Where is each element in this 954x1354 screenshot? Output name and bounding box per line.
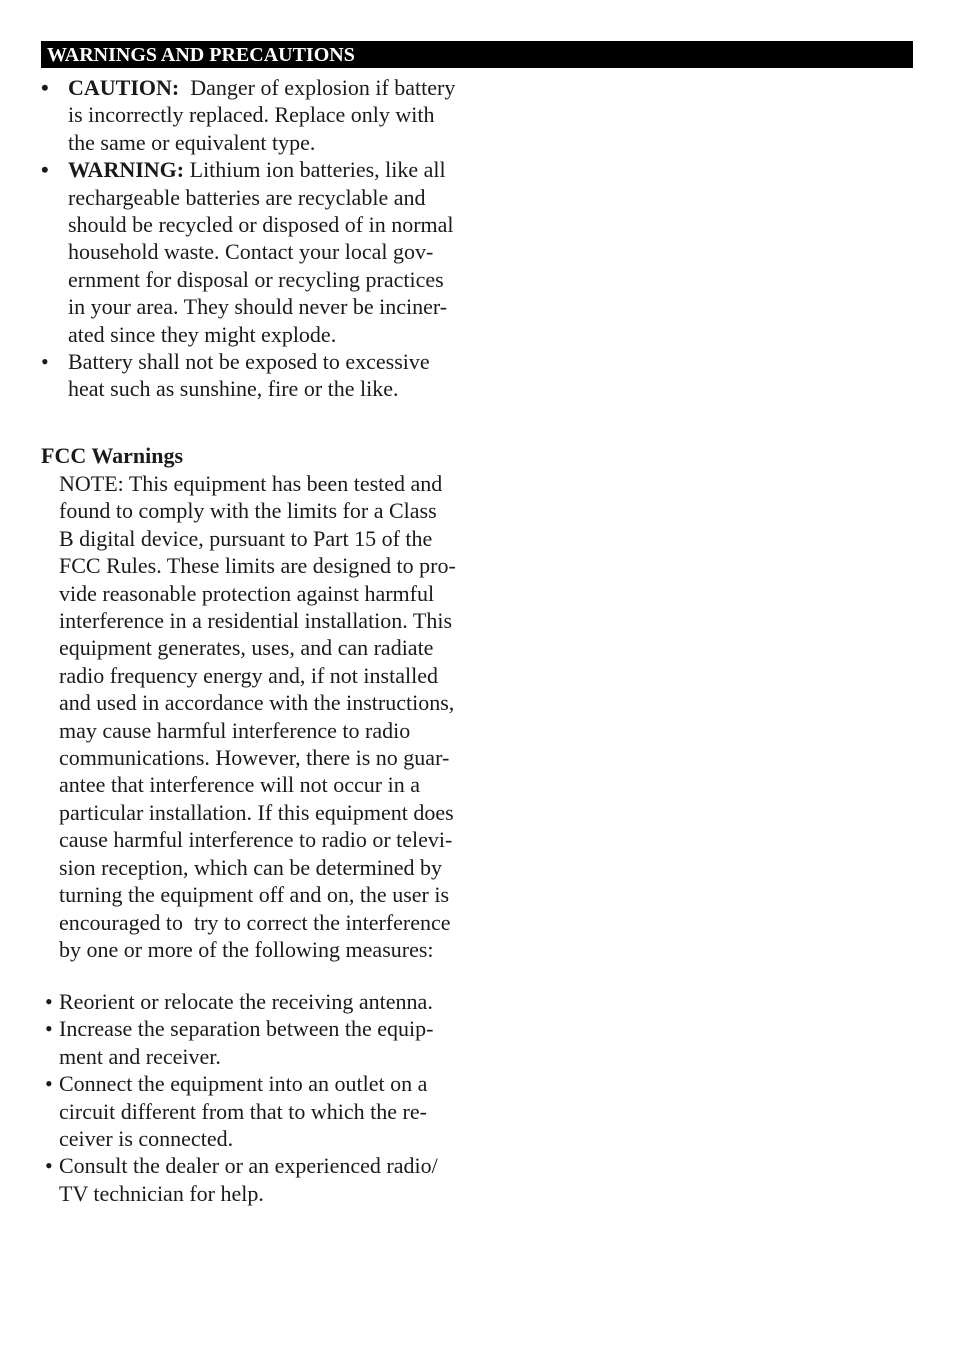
caution-label: CAUTION: [68, 75, 180, 100]
measure-line: Consult the dealer or an experienced radio/ [59, 1153, 438, 1179]
warning-line: Battery shall not be exposed to excessive [68, 349, 430, 375]
warning-line: household waste. Contact your local gov- [68, 239, 434, 265]
fcc-line: vide reasonable protection against harmful [59, 580, 435, 606]
warning-line: CAUTION: Danger of explosion if battery [68, 75, 456, 100]
bullet-icon: • [45, 1071, 53, 1097]
measure-item-reorient [45, 988, 438, 1015]
warning-item-caution [41, 74, 455, 156]
fcc-line: interference in a residential installation. This [59, 608, 453, 634]
warning-line: ated since they might explode. [68, 321, 337, 347]
fcc-line: by one or more of the following measures: [59, 936, 434, 962]
warning-line: heat such as sunshine, fire or the like. [68, 376, 399, 402]
warning-line: is incorrectly replaced. Replace only with [68, 102, 435, 128]
fcc-line: and used in accordance with the instructions, [59, 690, 455, 716]
measure-line: ment and receiver. [59, 1043, 221, 1069]
bullet-icon: • [45, 1153, 53, 1179]
measure-line: ceiver is connected. [59, 1126, 234, 1152]
fcc-line: NOTE: This equipment has been tested and [59, 471, 443, 496]
fcc-line: found to comply with the limits for a Class [59, 498, 437, 524]
warning-label: WARNING: [68, 157, 185, 183]
measure-line: TV technician for help. [59, 1180, 264, 1206]
fcc-line: FCC Rules. These limits are designed to pro- [59, 553, 456, 579]
measures-list [45, 988, 438, 1207]
fcc-line: communications. However, there is no guar- [59, 745, 450, 771]
fcc-line: cause harmful interference to radio or televi- [59, 827, 453, 853]
section-title: WARNINGS AND PRECAUTIONS [47, 44, 355, 66]
fcc-line: B digital device, pursuant to Part 15 of the [59, 525, 433, 551]
warning-line: ernment for disposal or recycling practices [68, 266, 444, 292]
warning-line: WARNING: Lithium ion batteries, like all [68, 157, 446, 183]
bullet-icon: • [45, 1016, 53, 1042]
section-header [41, 41, 913, 68]
fcc-line: turning the equipment off and on, the user is [59, 882, 450, 908]
warning-line: the same or equivalent type. [68, 129, 316, 155]
measure-item-separation [45, 1015, 438, 1070]
fcc-line: radio frequency energy and, if not installed [59, 662, 438, 688]
measure-line: circuit different from that to which the re- [59, 1098, 427, 1124]
fcc-line: may cause harmful interference to radio [59, 717, 411, 743]
warning-line: should be recycled or disposed of in normal [68, 212, 454, 238]
warning-item-heat [41, 348, 455, 403]
bullet-icon: • [41, 75, 49, 100]
measure-line: Increase the separation between the equip- [59, 1016, 434, 1042]
measure-line: Reorient or relocate the receiving antenna. [59, 989, 433, 1014]
measure-item-dealer [45, 1152, 438, 1207]
fcc-heading: FCC Warnings [41, 443, 184, 468]
warning-line: rechargeable batteries are recyclable and [68, 184, 426, 210]
bullet-icon: • [45, 989, 53, 1014]
fcc-line: antee that interference will not occur in a [59, 772, 420, 798]
bullet-icon: • [41, 157, 49, 183]
fcc-line: particular installation. If this equipment does [59, 799, 454, 825]
fcc-line: encouraged to try to correct the interference [59, 909, 451, 935]
warnings-list [41, 74, 455, 403]
bullet-icon: • [41, 349, 49, 375]
fcc-line: equipment generates, uses, and can radiate [59, 635, 434, 661]
fcc-line: sion reception, which can be determined by [59, 854, 443, 880]
measure-line: Connect the equipment into an outlet on a [59, 1071, 428, 1097]
fcc-note [59, 470, 456, 963]
warning-item-lithium [41, 156, 455, 348]
measure-item-outlet [45, 1070, 438, 1152]
warning-line: in your area. They should never be inciner- [68, 294, 448, 320]
